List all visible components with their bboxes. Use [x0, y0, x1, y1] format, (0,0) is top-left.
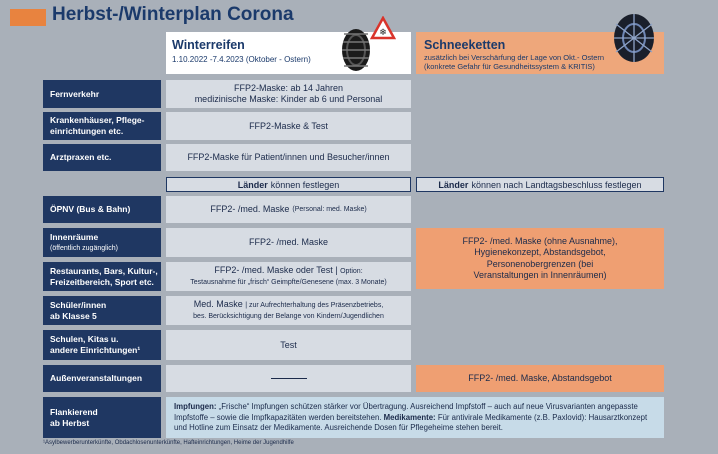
snow-subheader [416, 177, 664, 192]
label-text: andere Einrichtungen¹ [50, 345, 141, 355]
row-label-innenraeume [43, 228, 161, 257]
cell-line [214, 265, 362, 277]
label-text: Freizeitbereich, Sport etc. [50, 276, 154, 287]
cell-small: | zur Aufrechterhaltung des Präsenzbetriebs, [245, 302, 384, 309]
cell-schueler [166, 296, 411, 325]
cell-innenraeume [166, 228, 411, 257]
flank-label [43, 397, 161, 438]
label-text: einrichtungen etc. [50, 126, 124, 136]
cell-text: FFP2- /med. Maske [210, 204, 290, 214]
cell-small: (Personal: med. Maske) [292, 206, 367, 213]
row-label-aussen [43, 365, 161, 392]
snow-chain-tire-icon [608, 12, 660, 66]
winter-header [166, 28, 411, 74]
label-text: Arztpraxen etc. [50, 152, 112, 162]
winter-heading: Winterreifen [172, 38, 245, 52]
empty-dash [271, 378, 307, 379]
svg-text:❄: ❄ [379, 28, 387, 38]
cell-line: Hygienekonzept, Abstandsgebot, [474, 247, 606, 257]
page-title: Herbst-/Winterplan Corona [52, 4, 294, 25]
cell-line: Personenobergrenzen (bei [486, 258, 594, 269]
footnote: ¹Asylbewerberunterkünfte, Obdachlosenunterkünfte, Hafteinrichtungen, Heime der Jugendhilfe [43, 440, 294, 446]
cell-oepnv [166, 196, 411, 223]
row-label-krankenhaeuser [43, 112, 161, 140]
cell-line [194, 299, 384, 311]
cell-line: FFP2-Maske & Test [249, 120, 328, 131]
snow-heading: Schneeketten [424, 38, 506, 52]
label-text: Außenveranstaltungen [50, 373, 143, 383]
label-text: Restaurants, Bars, Kultur-, [50, 265, 158, 276]
cell-arztpraxen [166, 144, 411, 171]
row-label-schulen [43, 330, 161, 360]
snow-sub-line1: zusätzlich bei Verschärfung der Lage von Okt.- Ostern [424, 53, 605, 62]
cell-aussen-snow [416, 365, 664, 392]
cell-line: Veranstaltungen in Innenräumen) [473, 270, 607, 280]
subheader-text: können festlegen [270, 179, 340, 190]
subheader-bold: Länder [438, 179, 469, 190]
label-text: Schüler/innen [50, 299, 107, 310]
subheader-bold: Länder [237, 179, 268, 190]
snow-sub-line2: (konkrete Gefahr für Gesundheitssystem & KRITIS) [424, 62, 595, 71]
label-text: Innenräume [50, 231, 99, 242]
label-text: Krankenhäuser, Pflege- [50, 115, 145, 125]
cell-krankenhaeuser [166, 112, 411, 140]
cell-line: FFP2-Maske: ab 14 Jahren [233, 83, 344, 93]
flank-medikamente-text: Für antivirale Medikamente (z.B. Paxlovid): Hausarztkonzept und Hotline zum Einsatz der Medikamente. Ausreichende Dosen für Pflegeheime stehen bereit. [174, 412, 648, 432]
winter-period: 1.10.2022 -7.4.2023 (Oktober - Ostern) [172, 55, 311, 64]
cell-line: Test [280, 339, 297, 350]
cell-restaurants [166, 262, 411, 291]
label-text: Schulen, Kitas u. [50, 334, 119, 344]
flank-text [166, 397, 664, 438]
winter-subheader [166, 177, 411, 192]
label-text: ÖPNV (Bus & Bahn) [50, 204, 131, 214]
cell-line: Testausnahme für „frisch“ Geimpfte/Genesene (max. 3 Monate) [190, 279, 387, 286]
label-subtext: (öffentlich zugänglich) [50, 244, 118, 252]
cell-line: FFP2- /med. Maske, Abstandsgebot [468, 372, 612, 383]
label-text: Flankierend [50, 406, 98, 417]
flank-medikamente-label: Medikamente: [383, 412, 436, 422]
label-text: ab Klasse 5 [50, 310, 97, 321]
subheader-text: können nach Landtagsbeschluss festlegen [471, 179, 642, 190]
cell-small: Option: [340, 268, 363, 275]
label-text: Fernverkehr [50, 88, 100, 99]
cell-line: FFP2-Maske für Patient/innen und Besucher/innen [187, 152, 390, 162]
row-label-schueler [43, 296, 161, 325]
row-label-fernverkehr [43, 80, 161, 108]
cell-text: FFP2- /med. Maske oder Test | [214, 265, 338, 275]
cell-line: FFP2- /med. Maske [248, 237, 329, 247]
cell-line: FFP2- /med. Maske (ohne Ausnahme), [462, 235, 618, 246]
row-label-oepnv [43, 196, 161, 223]
title-accent-bar [10, 9, 46, 26]
cell-schulen [166, 330, 411, 360]
cell-text: Med. Maske [193, 299, 243, 309]
row-label-arztpraxen [43, 144, 161, 171]
flank-impfungen-label: Impfungen: [174, 402, 217, 411]
cell-line: medizinische Maske: Kinder ab 6 und Personal [194, 94, 383, 104]
snowflake-warning-icon [370, 16, 396, 40]
cell-aussen [166, 365, 411, 392]
cell-fernverkehr [166, 80, 411, 108]
cell-line: bes. Berücksichtigung der Belange von Kindern/Jugendlichen [193, 313, 384, 320]
flank-impfungen-text: „Frische“ Impfungen schützen stärker vor Übertragung. Ausreichend Impfstoff – auch auf neue Virusvarianten angepasste Impfstoffe – sowie die Impfkapazitäten werden bereitstehen. [174, 402, 638, 422]
label-text: ab Herbst [50, 417, 90, 428]
snow-measures-block [416, 228, 664, 289]
row-label-restaurants [43, 262, 161, 291]
